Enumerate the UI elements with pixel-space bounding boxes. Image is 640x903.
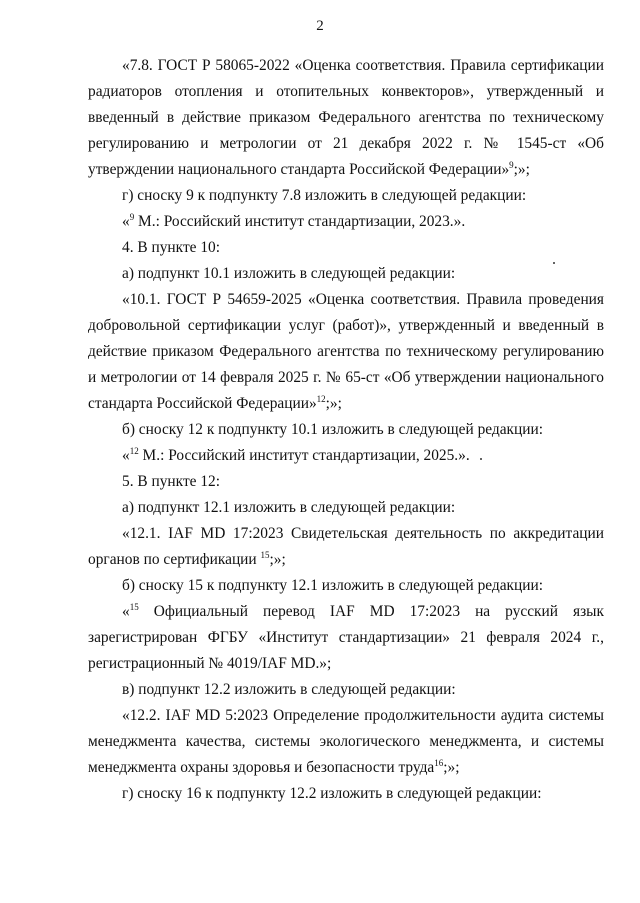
paragraph-item-7-8	[88, 53, 604, 183]
paragraph-text: «7.8. ГОСТ Р 58065-2022 «Оценка соответствия. Правила сертификации радиаторов отопления и отопительных конвекторов», утвержденный и введенный в действие приказом Федерального агентства по техническому регулированию и метрологии от 21 декабря 2022 г. № 1545-ст «Об утверждении национального стандарта Российской Федерации»	[88, 57, 604, 178]
document-body	[88, 53, 604, 807]
paragraph-text-tail: М.: Российский институт стандартизации, 2023.».	[134, 213, 466, 230]
paragraph-item-12-1	[88, 521, 604, 573]
paragraph-text: а) подпункт 12.1 изложить в следующей редакции:	[122, 499, 456, 516]
paragraph-point-10-heading	[88, 235, 604, 261]
footnote-ref: 12	[129, 446, 139, 456]
paragraph-text: 5. В пункте 12:	[122, 473, 221, 490]
paragraph-text: «12.1. IAF MD 17:2023 Свидетельская деятельность по аккредитации органов по сертификации	[88, 525, 604, 568]
paragraph-subitem-12-1-instruction	[88, 495, 604, 521]
footnote-ref: 9	[129, 212, 135, 222]
paragraph-text: а) подпункт 10.1 изложить в следующей редакции:	[122, 265, 456, 282]
paragraph-footnote-15-instruction	[88, 573, 604, 599]
footnote-ref: 15	[260, 550, 270, 560]
paragraph-footnote-12-text	[88, 443, 604, 469]
page-number: 2	[316, 18, 324, 34]
paragraph-subitem-10-1-instruction	[88, 261, 604, 287]
paragraph-text: г) сноску 9 к подпункту 7.8 изложить в следующей редакции:	[122, 187, 527, 204]
paragraph-footnote-16-instruction	[88, 781, 604, 807]
paragraph-footnote-9-text	[88, 209, 604, 235]
footnote-ref: 16	[434, 758, 444, 768]
scan-speck	[553, 262, 555, 264]
paragraph-subitem-12-2-instruction	[88, 677, 604, 703]
paragraph-text-tail: ;»;	[325, 395, 342, 412]
paragraph-text: б) сноску 15 к подпункту 12.1 изложить в следующей редакции:	[122, 577, 544, 594]
paragraph-text: г) сноску 16 к подпункту 12.2 изложить в следующей редакции:	[122, 785, 542, 802]
paragraph-text: 4. В пункте 10:	[122, 239, 221, 256]
paragraph-footnote-15-text	[88, 599, 604, 677]
paragraph-text: «	[122, 603, 130, 620]
paragraph-text: б) сноску 12 к подпункту 10.1 изложить в следующей редакции:	[122, 421, 544, 438]
footnote-ref: 12	[316, 394, 326, 404]
footnote-ref: 15	[129, 602, 139, 612]
paragraph-text-tail: М.: Российский институт стандартизации, 2025.».	[138, 447, 470, 464]
paragraph-text: «	[122, 447, 130, 464]
paragraph-item-12-2	[88, 703, 604, 781]
footnote-ref: 9	[509, 160, 514, 170]
paragraph-text: «	[122, 213, 130, 230]
paragraph-text-tail: ;»;	[513, 161, 530, 178]
paragraph-text-tail: ;»;	[443, 759, 460, 776]
paragraph-item-10-1	[88, 287, 604, 417]
paragraph-text: в) подпункт 12.2 изложить в следующей редакции:	[122, 681, 456, 698]
paragraph-text-tail: Официальный перевод IAF MD 17:2023 на русский язык зарегистрирован ФГБУ «Институт стандартизации» 21 февраля 2024 г., регистрационный № 4019/IAF MD.»;	[88, 603, 604, 672]
paragraph-point-12-heading	[88, 469, 604, 495]
paragraph-footnote-12-instruction	[88, 417, 604, 443]
paragraph-text: «10.1. ГОСТ Р 54659-2025 «Оценка соответствия. Правила проведения добровольной сертификации услуг (работ)», утвержденный и введенный в действие приказом Федерального агентства по техническому регулированию и метрологии от 14 февраля 2025 г. № 65-ст «Об утверждении национального стандарта Российской Федерации»	[88, 291, 604, 412]
paragraph-text-tail: ;»;	[269, 551, 286, 568]
paragraph-text: «12.2. IAF MD 5:2023 Определение продолжительности аудита системы менеджмента качества, системы экологического менеджмента, и системы менеджмента охраны здоровья и безопасности труда	[88, 707, 604, 776]
paragraph-footnote-9-instruction	[88, 183, 604, 209]
scan-speck	[480, 458, 482, 460]
